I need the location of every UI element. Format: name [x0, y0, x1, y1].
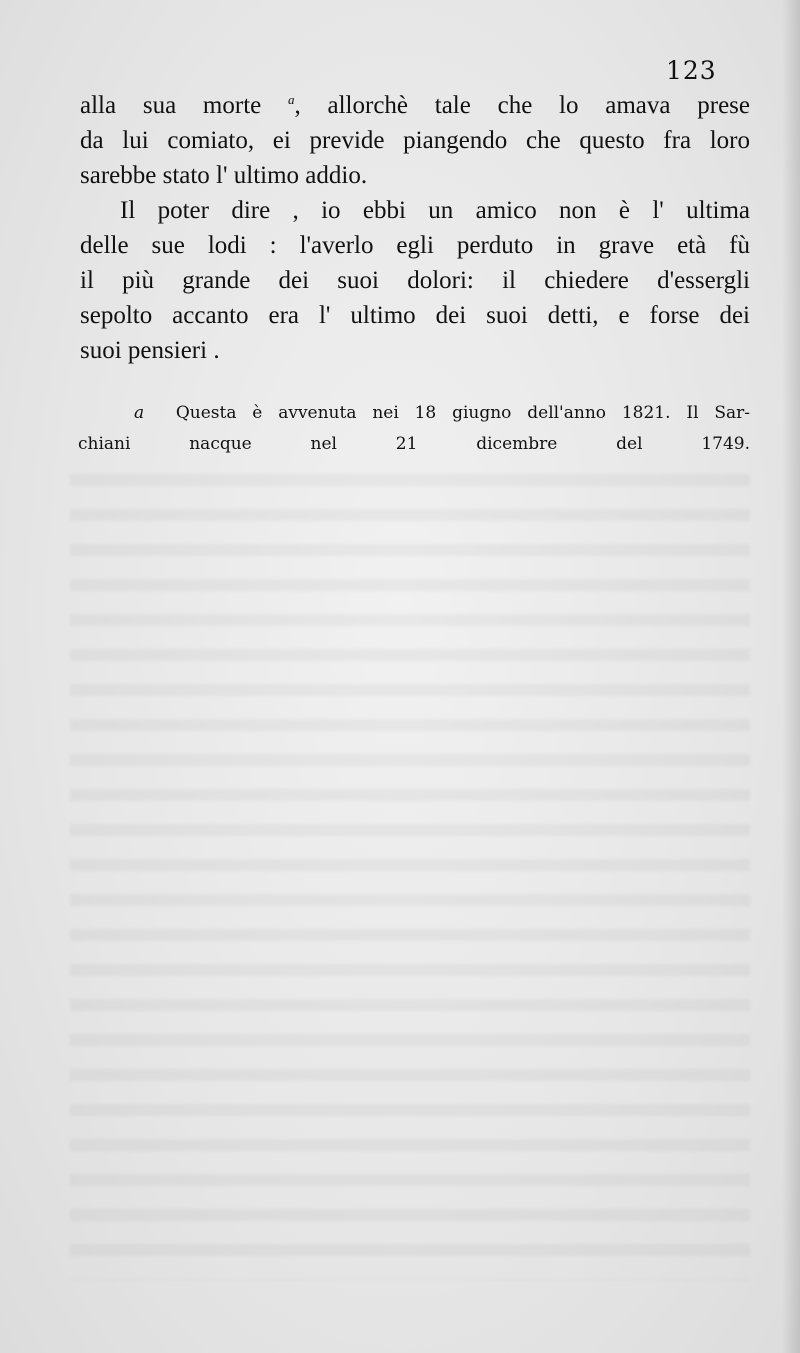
footnote-text: Questa è avvenuta nei 18 giugno dell'anno 1821. Il Sar-	[175, 403, 750, 423]
text-line: delle sue lodi : l'averlo egli perduto in grave età fù	[80, 232, 750, 259]
text-line: Il poter dire , io ebbi un amico non è l' ultima	[120, 197, 750, 224]
text-line: suoi pensieri .	[80, 337, 220, 364]
footnote-marker: a	[134, 403, 145, 423]
page-number: 123	[666, 56, 717, 85]
text-line: il più grande dei suoi dolori: il chiedere d'essergli	[80, 267, 750, 294]
footnote-line: chiani nacque nel 21 dicembre del 1749.	[78, 434, 750, 454]
footnote-ref: a	[288, 92, 295, 107]
footnote-line	[78, 398, 750, 429]
main-text	[80, 88, 750, 368]
show-through-text	[70, 460, 750, 1280]
text-fragment: , allorchè tale che lo amava prese	[294, 92, 750, 119]
text-line: da lui comiato, ei previde piangendo che questo fra loro	[80, 127, 750, 154]
text-line	[80, 88, 750, 123]
footnote	[78, 398, 750, 460]
text-fragment: alla sua morte	[80, 92, 262, 119]
text-line: sepolto accanto era l' ultimo dei suoi detti, e forse dei	[80, 302, 750, 329]
page-edge-shadow	[782, 0, 800, 1353]
text-line: sarebbe stato l' ultimo addio.	[80, 162, 368, 189]
